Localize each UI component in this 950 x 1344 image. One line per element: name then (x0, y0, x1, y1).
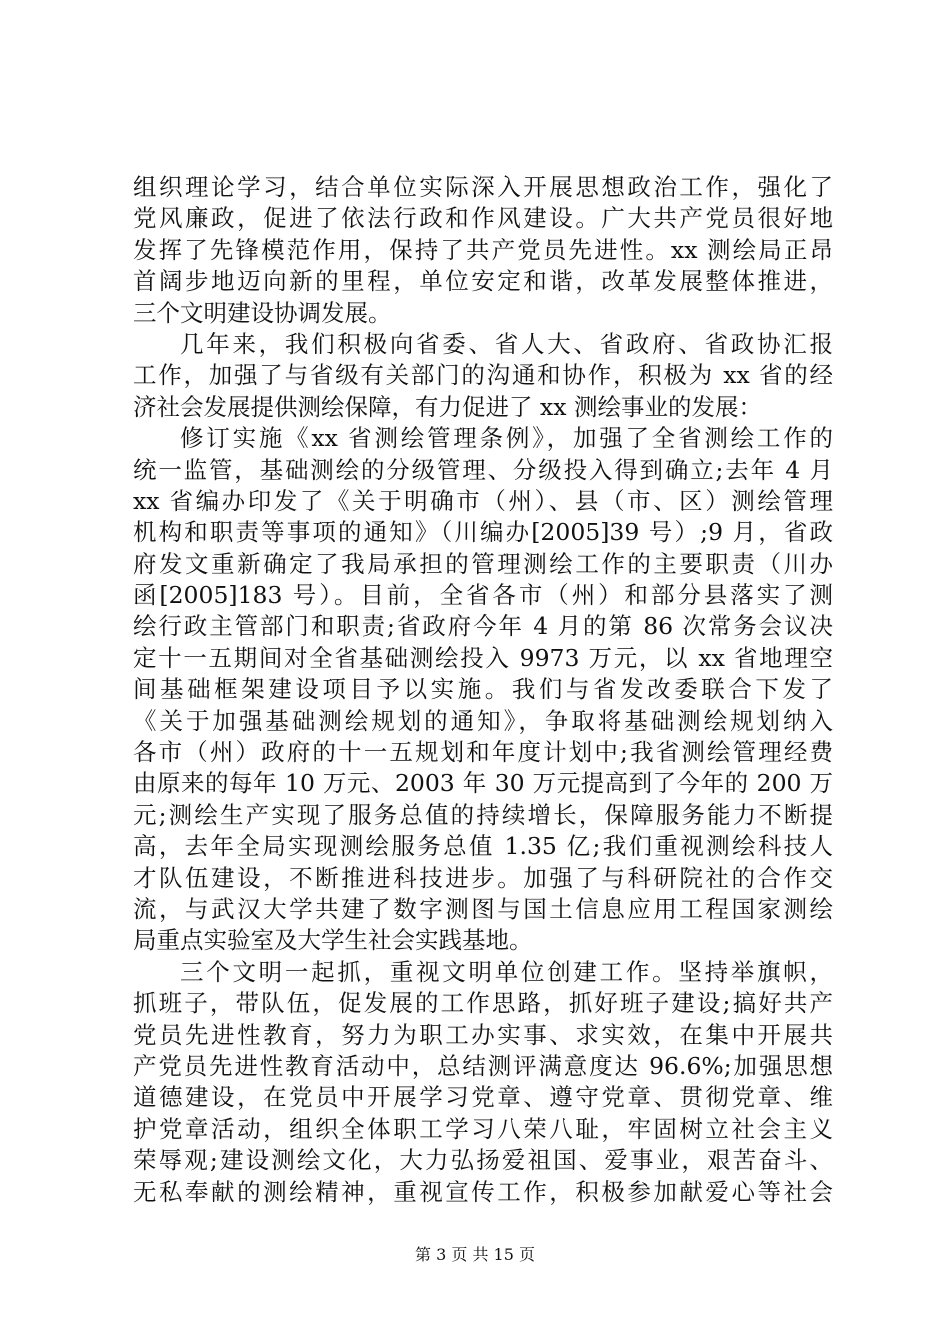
text-line: 荣辱观;建设测绘文化，大力弘扬爱祖国、爱事业，艰苦奋斗、 (133, 1146, 833, 1175)
page-number-footer: 第 3 页 共 15 页 (415, 1245, 535, 1264)
text-line: 发挥了先锋模范作用，保持了共产党员先进性。xx 测绘局正昂 (133, 235, 833, 264)
text-line: 济社会发展提供测绘保障，有力促进了 xx 测绘事业的发展： (133, 392, 762, 421)
text-line: 首阔步地迈向新的里程，单位安定和谐，改革发展整体推进， (133, 267, 833, 296)
document-body (133, 172, 833, 1208)
text-line: 府发文重新确定了我局承担的管理测绘工作的主要职责（川办 (133, 549, 833, 578)
text-line: 才队伍建设，不断推进科技进步。加强了与科研院社的合作交 (133, 863, 833, 892)
text-line: 机构和职责等事项的通知》（川编办[2005]39 号）;9 月，省政 (133, 518, 833, 547)
text-line: 元;测绘生产实现了服务总值的持续增长，保障服务能力不断提 (133, 800, 833, 829)
text-line: 定十一五期间对全省基础测绘投入 9973 万元，以 xx 省地理空 (133, 643, 833, 672)
text-line: 产党员先进性教育活动中，总结测评满意度达 96.6%;加强思想 (133, 1051, 833, 1080)
text-line: 党员先进性教育，努力为职工办实事、求实效，在集中开展共 (133, 1020, 833, 1049)
text-line: 道德建设，在党员中开展学习党章、遵守党章、贯彻党章、维 (133, 1083, 833, 1112)
text-line: 局重点实验室及大学生社会实践基地。 (133, 926, 533, 955)
text-line: 护党章活动，组织全体职工学习八荣八耻，牢固树立社会主义 (133, 1114, 833, 1143)
text-line: 《关于加强基础测绘规划的通知》，争取将基础测绘规划纳入 (133, 706, 833, 735)
text-line: 抓班子，带队伍，促发展的工作思路，抓好班子建设;搞好共产 (133, 989, 833, 1018)
text-line: 工作，加强了与省级有关部门的沟通和协作，积极为 xx 省的经 (133, 361, 833, 390)
text-line: 流，与武汉大学共建了数字测图与国土信息应用工程国家测绘 (133, 894, 833, 923)
text-line: 三个文明一起抓，重视文明单位创建工作。坚持举旗帜， (180, 957, 833, 986)
text-line: 绘行政主管部门和职责;省政府今年 4 月的第 86 次常务会议决 (133, 612, 833, 641)
text-line: 无私奉献的测绘精神，重视宣传工作，积极参加献爱心等社会 (133, 1177, 833, 1206)
text-line: 组织理论学习，结合单位实际深入开展思想政治工作，强化了 (133, 173, 833, 201)
text-line: 间基础框架建设项目予以实施。我们与省发改委联合下发了 (133, 675, 833, 704)
text-line: 党风廉政，促进了依法行政和作风建设。广大共产党员很好地 (133, 204, 833, 233)
text-line: 统一监管，基础测绘的分级管理、分级投入得到确立;去年 4 月 (133, 455, 833, 484)
text-line: 由原来的每年 10 万元、2003 年 30 万元提高到了今年的 200 万 (133, 769, 833, 798)
text-line: 三个文明建设协调发展。 (133, 298, 392, 327)
text-line: xx 省编办印发了《关于明确市（州）、县（市、区）测绘管理 (133, 486, 833, 515)
text-line: 高，去年全局实现测绘服务总值 1.35 亿;我们重视测绘科技人 (133, 832, 833, 861)
text-line: 修订实施《xx 省测绘管理条例》，加强了全省测绘工作的 (180, 424, 833, 453)
text-line: 函[2005]183 号）。目前，全省各市（州）和部分县落实了测 (133, 581, 833, 610)
text-line: 各市（州）政府的十一五规划和年度计划中;我省测绘管理经费 (133, 738, 833, 767)
text-line: 几年来，我们积极向省委、省人大、省政府、省政协汇报 (180, 329, 833, 358)
